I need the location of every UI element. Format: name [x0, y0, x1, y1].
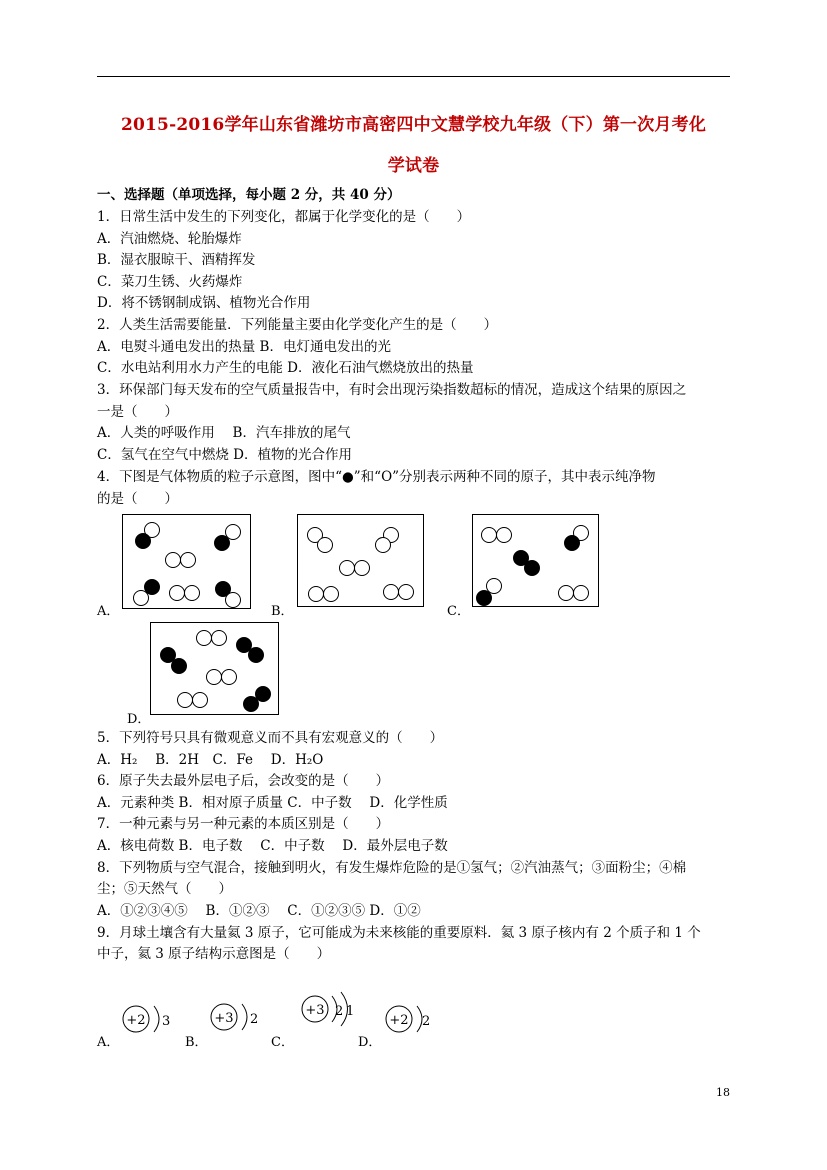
- text-line: A．元素种类 B．相对原子质量 C．中子数 D．化学性质: [97, 795, 448, 811]
- particle-diagram-a: [122, 514, 252, 610]
- q4-option-d-label: D．: [127, 712, 151, 727]
- nucleus-charge: +2: [389, 1013, 409, 1028]
- text-line: A．核电荷数 B．电子数 C．中子数 D．最外层电子数: [97, 838, 448, 854]
- particle-diagram-b: [297, 514, 427, 610]
- text-line: 9．月球土壤含有大量氦 3 原子，它可能成为未来核能的重要原料．氦 3 原子核内有 2 个质子和 1 个: [97, 925, 701, 941]
- text-line: 中子，氦 3 原子结构示意图是（ ）: [97, 946, 331, 962]
- q9-option-b-label: B．: [185, 1035, 208, 1050]
- text-line: 3．环保部门每天发布的空气质量报告中，有时会出现污染指数超标的情况，造成这个结果的原因之: [97, 382, 687, 398]
- text-line: A．H₂ B．2H C．Fe D．H₂O: [97, 752, 324, 768]
- text-line: 4．下图是气体物质的粒子示意图，图中“●”和“O”分别表示两种不同的原子，其中表示纯净物: [97, 469, 656, 485]
- q9-option-d-label: D．: [358, 1035, 382, 1050]
- shell-electrons: 2: [422, 1014, 431, 1029]
- text-line: A．①②③④⑤ B．①②③ C．①②③⑤ D．①②: [97, 903, 421, 919]
- q4-option-a-label: A．: [97, 604, 120, 619]
- section-heading: 一、选择题（单项选择，每小题 2 分，共 40 分）: [97, 187, 401, 203]
- page-number: 18: [716, 1086, 730, 1099]
- text-line: 8．下列物质与空气混合，接触到明火，有发生爆炸危险的是①氢气；②汽油蒸气；③面粉尘；④棉: [97, 860, 687, 876]
- text-line: 1．日常生活中发生的下列变化，都属于化学变化的是（ ）: [97, 209, 471, 225]
- text-line: 2．人类生活需要能量．下列能量主要由化学变化产生的是（ ）: [97, 317, 498, 333]
- text-line: 6．原子失去最外层电子后，会改变的是（ ）: [97, 773, 390, 789]
- atom-diagram-a: [118, 998, 180, 1044]
- text-line: B．湿衣服晾干、酒精挥发: [97, 252, 256, 268]
- atom-diagram-d: [381, 998, 443, 1044]
- text-line: 5．下列符号只具有微观意义而不具有宏观意义的（ ）: [97, 730, 444, 746]
- particle-diagram-c: [472, 514, 602, 610]
- exam-title-line2: 学试卷: [387, 156, 440, 176]
- exam-title-line1: 2015-2016学年山东省潍坊市高密四中文慧学校九年级（下）第一次月考化: [120, 115, 707, 135]
- shell-electrons: 2: [335, 1004, 344, 1019]
- text-line: C．氢气在空气中燃烧 D．植物的光合作用: [97, 447, 352, 463]
- q9-option-a-label: A．: [97, 1035, 120, 1050]
- text-line: A．人类的呼吸作用 B．汽车排放的尾气: [97, 425, 351, 441]
- nucleus-charge: +3: [305, 1003, 325, 1018]
- atom-diagram-b: [206, 998, 268, 1044]
- particle-diagram-d: [150, 622, 280, 718]
- atom-diagram-c: [294, 988, 364, 1034]
- nucleus-charge: +3: [214, 1011, 234, 1026]
- shell-electrons: 2: [250, 1012, 259, 1027]
- header-rule: [97, 76, 730, 77]
- shell-electrons: 3: [162, 1014, 171, 1029]
- q4-option-c-label: C．: [447, 604, 470, 619]
- shell-electrons: 1: [346, 1004, 355, 1019]
- text-line: 的是（ ）: [97, 491, 178, 507]
- text-line: C．水电站利用水力产生的电能 D．液化石油气燃烧放出的热量: [97, 360, 474, 376]
- text-line: 尘；⑤天然气（ ）: [97, 881, 232, 897]
- text-line: D．将不锈钢制成锅、植物光合作用: [97, 295, 311, 311]
- text-line: 7．一种元素与另一种元素的本质区别是（ ）: [97, 816, 390, 832]
- nucleus-charge: +2: [126, 1013, 146, 1028]
- q4-option-b-label: B．: [271, 604, 294, 619]
- text-line: A．汽油燃烧、轮胎爆炸: [97, 231, 242, 247]
- text-line: C．菜刀生锈、火药爆炸: [97, 274, 243, 290]
- q9-option-c-label: C．: [271, 1035, 294, 1050]
- text-line: A．电熨斗通电发出的热量 B．电灯通电发出的光: [97, 339, 391, 355]
- text-line: 一是（ ）: [97, 404, 178, 420]
